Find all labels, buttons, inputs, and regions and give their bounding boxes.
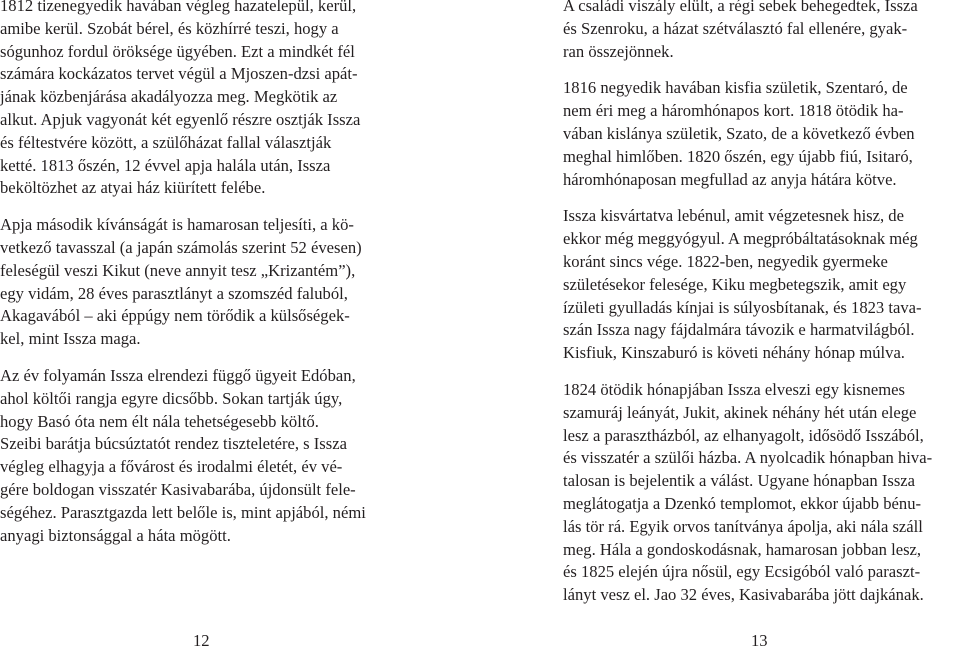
right-page-body xyxy=(563,0,960,607)
right-paragraph-1: A családi viszály elült, a régi sebek behegedtek, Issza és Szenroku, a házat szétválasztó fal ellenére, gyak- ran összejönnek. xyxy=(563,0,918,61)
left-page-body xyxy=(0,0,407,547)
left-paragraph-3: Az év folyamán Issza elrendezi függő ügyeit Edóban, ahol költői rangja egyre dicsőbb. Sokan tartják úgy, hogy Basó óta nem élt nála tehetségesebb költő. Szeibi barátja búcsúztatót rendez tiszteletére, s Issza végleg elhagyja a fővárost és irodalmi életét, év vé- gére boldogan visszatér Kasivabarába, újdonsült fele- ségéhez. Parasztgazda lett belőle is, mint apjából, némi anyagi biztonsággal a háta mögött. xyxy=(0,365,366,545)
left-paragraph-2: Apja második kívánságát is hamarosan teljesíti, a kö- vetkező tavasszal (a japán számolás szerint 52 évesen) feleségül veszi Kikut (neve annyit tesz „Krizantém”), egy vidám, 28 éves parasztlányt a szomszéd faluból, Akagavából – aki éppúgy nem törődik a külsőségek- kel, mint Issza maga. xyxy=(0,215,362,349)
right-paragraph-4: 1824 ötödik hónapjában Issza elveszi egy kisnemes szamuráj leányát, Jukit, akinek néhány hét után elege lesz a parasztházból, az elhanyagolt, idősödő Isszából, és visszatér a szülői házba. A nyolcadik hónapban hiva- talosan is bejelentik a válást. Ugyane hónapban Issza meglátogatja a Dzenkó templomot, ekkor újabb bénu- lás tör rá. Egyik orvos tanítványa ápolja, aki nála száll meg. Hála a gondoskodásnak, hamarosan jobban lesz, és 1825 elején újra nősül, egy Ecsigóból való paraszt- lányt vesz el. Jao 32 éves, Kasivabarába jött dajkának. xyxy=(563,379,933,605)
right-page xyxy=(480,0,960,651)
page-number-right: 13 xyxy=(751,631,768,650)
right-paragraph-3: Issza kisvártatva lebénul, amit végzetesnek hisz, de ekkor még meggyógyul. A megpróbáltatásoknak még koránt sincs vége. 1822-ben, negyedik gyermeke születésekor felesége, Kiku megbetegszik, amit egy ízületi gyulladás kínjai is súlyosbítanak, és 1823 tava- szán Issza nagy fájdalmára távozik e harmatvilágból. Kisfiuk, Kinszaburó is követi néhány hónap múlva. xyxy=(563,206,922,363)
left-paragraph-1: 1812 tizenegyedik havában végleg hazatelepül, kerül, amibe kerül. Szobát bérel, és közhírré teszi, hogy a sógunhoz fordul öröksége ügyében. Ezt a mindkét fél számára kockázatos tervet végül a Mjoszen-dzsi apát- jának közbenjárása akadályozza meg. Megkötik az alkut. Apjuk vagyonát két egyenlő részre osztják Issza és féltestvére között, a szülőházat fallal választják ketté. 1813 őszén, 12 évvel apja halála után, Issza beköltözhet az atyai ház kiürített felébe. xyxy=(0,0,361,198)
right-paragraph-2: 1816 negyedik havában kisfia születik, Szentaró, de nem éri meg a háromhónapos kort. 1818 ötödik ha- vában kislánya születik, Szato, de a következő évben meghal himlőben. 1820 őszén, egy újabb fiú, Isitaró, háromhónaposan megfullad az anyja hátára kötve. xyxy=(563,78,915,189)
page-number-left: 12 xyxy=(193,631,210,650)
